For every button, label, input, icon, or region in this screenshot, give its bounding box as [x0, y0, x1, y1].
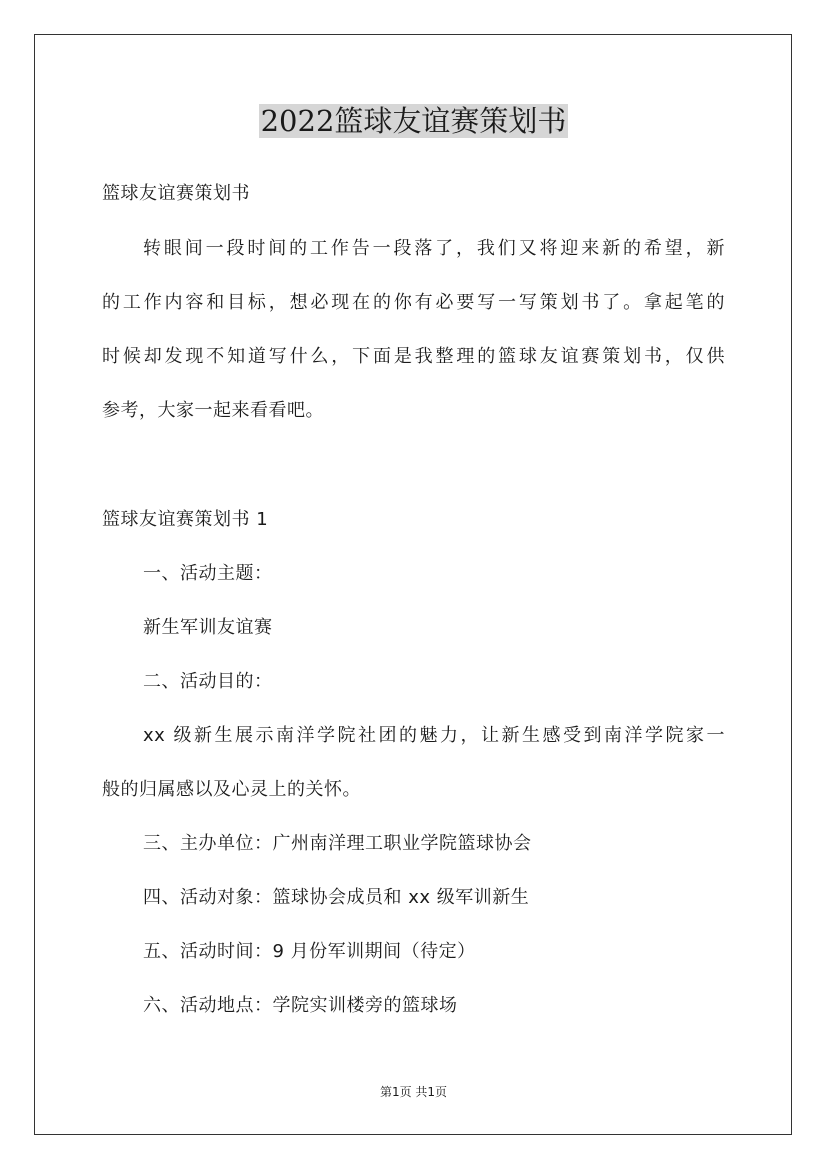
list-item: 五、活动时间：9 月份军训期间（待定） — [143, 941, 476, 962]
section-heading: 篮球友谊赛策划书 1 — [102, 509, 269, 530]
intro-line-2: 的工作内容和目标，想必现在的你有必要写一写策划书了。拿起笔的 — [102, 292, 725, 313]
list-item: 六、活动地点：学院实训楼旁的篮球场 — [143, 995, 458, 1016]
document-subtitle: 篮球友谊赛策划书 — [102, 183, 250, 204]
list-item: xx 级新生展示南洋学院社团的魅力，让新生感受到南洋学院家一 — [143, 725, 725, 746]
list-item: 一、活动主题： — [143, 563, 273, 584]
intro-line-1: 转眼间一段时间的工作告一段落了，我们又将迎来新的希望，新 — [143, 238, 725, 259]
intro-line-3: 时候却发现不知道写什么，下面是我整理的篮球友谊赛策划书，仅供 — [102, 346, 725, 367]
list-item: 二、活动目的： — [143, 671, 273, 692]
document-title: 2022篮球友谊赛策划书 — [260, 104, 567, 138]
page-number: 第1页 共1页 — [379, 1085, 448, 1099]
list-item: 四、活动对象：篮球协会成员和 xx 级军训新生 — [143, 887, 530, 908]
intro-line-4: 参考，大家一起来看看吧。 — [102, 400, 324, 421]
list-item: 般的归属感以及心灵上的关怀。 — [102, 779, 361, 800]
list-item: 三、主办单位：广州南洋理工职业学院篮球协会 — [143, 833, 532, 854]
list-item: 新生军训友谊赛 — [143, 617, 273, 638]
